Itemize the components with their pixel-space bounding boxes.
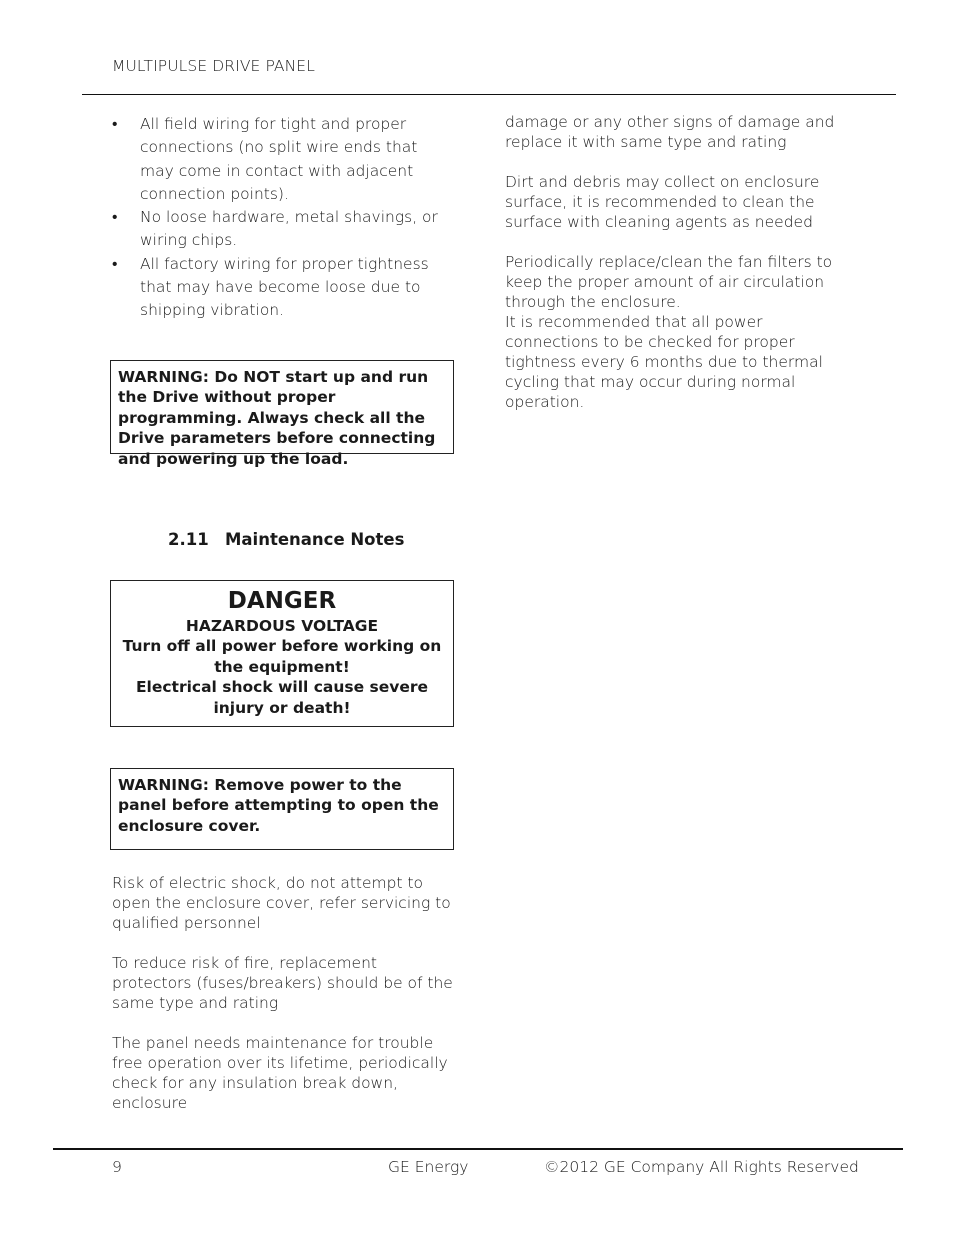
page-header-title: MULTIPULSE DRIVE PANEL xyxy=(112,57,315,75)
list-item-text: No loose hardware, metal shavings, or wiring chips. xyxy=(140,208,438,250)
list-item-text: All factory wiring for proper tightness that may have become loose due to shipping vibration. xyxy=(140,254,429,320)
paragraph-power-connections: It is recommended that all power connections to be checked for proper tightness every 6 months due to thermal cycling that may occur during normal operation. xyxy=(505,313,823,411)
danger-subtitle: HAZARDOUS VOLTAGE xyxy=(185,617,379,635)
list-item xyxy=(112,253,452,323)
danger-line-shock: Electrical shock will cause severe injury or death! xyxy=(135,678,429,717)
page-number: 9 xyxy=(112,1158,122,1176)
bullet-icon: • xyxy=(112,254,118,273)
warning-box-power xyxy=(110,768,454,850)
paragraph-dirt: Dirt and debris may collect on enclosure surface, it is recommended to clean the surface with cleaning agents as needed xyxy=(505,173,820,231)
section-heading xyxy=(168,530,404,549)
list-item-text: All field wiring for tight and proper connections (no split wire ends that may come in contact with adjacent connection points). xyxy=(140,115,418,203)
bullet-icon: • xyxy=(112,208,118,227)
section-number: 2.11 xyxy=(168,530,209,549)
danger-line-power: Turn off all power before working on the equipment! xyxy=(122,637,442,676)
section-title: Maintenance Notes xyxy=(225,530,405,549)
paragraph-fan-filters: Periodically replace/clean the fan filters to keep the proper amount of air circulation through the enclosure. xyxy=(505,253,833,311)
paragraph-electric-shock: Risk of electric shock, do not attempt to open the enclosure cover, refer servicing to qualified personnel xyxy=(112,874,451,932)
danger-box xyxy=(110,580,454,727)
list-item xyxy=(112,206,452,253)
danger-title: DANGER xyxy=(227,588,337,614)
paragraph-maintenance: The panel needs maintenance for trouble free operation over its lifetime, periodically check for any insulation break down, enclosure xyxy=(112,1034,448,1112)
list-item xyxy=(112,113,452,206)
footer-copyright: ©2012 GE Company All Rights Reserved xyxy=(544,1158,859,1176)
warning-text: WARNING: Do NOT start up and run the Drive without proper programming. Always check all the Drive parameters before connecting and powering up the load. xyxy=(118,368,436,468)
footer-divider xyxy=(53,1148,903,1150)
warning-text: WARNING: Remove power to the panel before attempting to open the enclosure cover. xyxy=(118,776,439,835)
paragraph-fire-risk: To reduce risk of fire, replacement protectors (fuses/breakers) should be of the same type and rating xyxy=(112,954,453,1012)
paragraph-damage: damage or any other signs of damage and replace it with same type and rating xyxy=(505,113,835,151)
inspection-bullet-list xyxy=(112,113,452,323)
warning-box-programming xyxy=(110,360,454,468)
header-divider xyxy=(82,94,896,95)
bullet-icon: • xyxy=(112,115,118,133)
footer-company: GE Energy xyxy=(388,1158,469,1176)
